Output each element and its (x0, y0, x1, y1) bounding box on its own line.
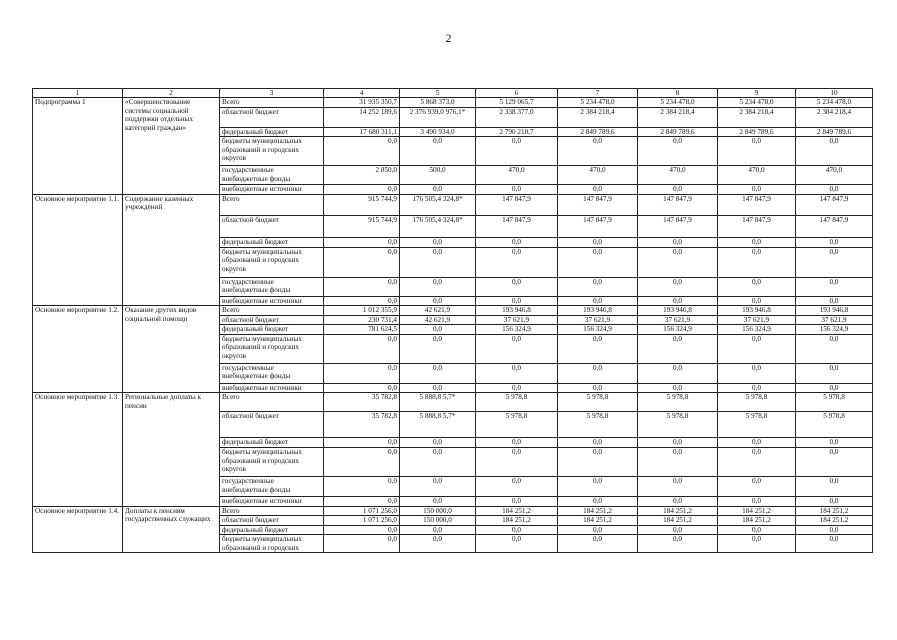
funding-source: Всего (220, 194, 324, 215)
amount-cell: 5 978,8 (476, 393, 558, 412)
amount-cell: 0,0 (476, 438, 558, 448)
amount-cell: 0,0 (796, 448, 873, 477)
amount-cell: 0,0 (718, 497, 796, 506)
amount-cell: 0,0 (558, 277, 638, 296)
funding-source: внебюджетные источники (220, 383, 324, 392)
amount-cell: 5 888,8 5,7* (400, 393, 476, 412)
amount-cell: 0,0 (718, 383, 796, 392)
amount-cell: 2 850,0 (324, 166, 400, 185)
amount-cell: 2 849 789,6 (796, 127, 873, 136)
amount-cell: 0,0 (718, 448, 796, 477)
table-row (33, 506, 873, 515)
amount-cell: 0,0 (400, 525, 476, 534)
amount-cell: 184 251,2 (796, 516, 873, 525)
amount-cell: 0,0 (638, 277, 718, 296)
program-description: Оказание других видов социальной помощи (123, 306, 220, 393)
amount-cell: 0,0 (400, 383, 476, 392)
amount-cell: 2 376 939,0 976,1* (400, 107, 476, 127)
amount-cell: 0,0 (476, 448, 558, 477)
amount-cell: 5 868 373,0 (400, 98, 476, 107)
amount-cell: 0,0 (796, 438, 873, 448)
amount-cell: 0,0 (718, 525, 796, 534)
table-row (33, 393, 873, 412)
amount-cell: 915 744,9 (324, 215, 400, 237)
amount-cell: 193 946,8 (638, 306, 718, 315)
funding-source: бюджеты муниципальных образований и городских (220, 535, 324, 553)
amount-cell: 147 847,9 (796, 215, 873, 237)
amount-cell: 184 251,2 (638, 516, 718, 525)
amount-cell: 184 251,2 (558, 516, 638, 525)
funding-source: областной бюджет (220, 215, 324, 237)
amount-cell: 0,0 (324, 535, 400, 553)
amount-cell: 0,0 (324, 477, 400, 497)
amount-cell: 184 251,2 (718, 506, 796, 515)
amount-cell: 0,0 (638, 448, 718, 477)
amount-cell: 0,0 (476, 535, 558, 553)
amount-cell: 0,0 (796, 535, 873, 553)
amount-cell: 470,0 (638, 166, 718, 185)
amount-cell: 0,0 (718, 334, 796, 363)
amount-cell: 0,0 (638, 185, 718, 194)
amount-cell: 147 847,9 (558, 194, 638, 215)
amount-cell: 150 000,0 (400, 516, 476, 525)
amount-cell: 147 847,9 (796, 194, 873, 215)
amount-cell: 0,0 (638, 247, 718, 277)
amount-cell: 5 888,8 5,7* (400, 412, 476, 438)
amount-cell: 0,0 (558, 438, 638, 448)
amount-cell: 147 847,9 (718, 194, 796, 215)
amount-cell: 0,0 (400, 237, 476, 247)
funding-source: внебюджетные источники (220, 497, 324, 506)
amount-cell: 0,0 (400, 185, 476, 194)
amount-cell: 0,0 (476, 185, 558, 194)
amount-cell: 147 847,9 (476, 215, 558, 237)
amount-cell: 184 251,2 (476, 506, 558, 515)
amount-cell: 147 847,9 (638, 194, 718, 215)
amount-cell: 0,0 (324, 277, 400, 296)
amount-cell: 470,0 (718, 166, 796, 185)
amount-cell: 470,0 (558, 166, 638, 185)
amount-cell: 5 978,8 (718, 393, 796, 412)
table-row (33, 194, 873, 215)
amount-cell: 0,0 (400, 477, 476, 497)
amount-cell: 781 624,5 (324, 325, 400, 334)
amount-cell: 500,0 (400, 166, 476, 185)
amount-cell: 0,0 (558, 535, 638, 553)
amount-cell: 0,0 (476, 334, 558, 363)
funding-source: областной бюджет (220, 107, 324, 127)
amount-cell: 156 324,9 (796, 325, 873, 334)
funding-source: бюджеты муниципальных образований и городских округов (220, 137, 324, 166)
amount-cell: 0,0 (638, 237, 718, 247)
funding-source: бюджеты муниципальных образований и городских округов (220, 334, 324, 363)
amount-cell: 5 978,8 (796, 393, 873, 412)
program-description: «Совершенствование системы социальной поддержки отдельных категорий граждан» (123, 98, 220, 194)
amount-cell: 156 324,9 (638, 325, 718, 334)
amount-cell: 0,0 (476, 296, 558, 305)
amount-cell: 0,0 (796, 237, 873, 247)
amount-cell: 0,0 (324, 237, 400, 247)
amount-cell: 0,0 (400, 277, 476, 296)
amount-cell: 0,0 (718, 277, 796, 296)
amount-cell: 5 234 478,0 (718, 98, 796, 107)
col-header: 1 (33, 89, 123, 98)
amount-cell: 37 621,9 (796, 315, 873, 324)
amount-cell: 0,0 (400, 137, 476, 166)
amount-cell: 2 849 789,6 (558, 127, 638, 136)
amount-cell: 0,0 (718, 237, 796, 247)
program-name: Основное мероприятие 1.4. (33, 506, 123, 552)
amount-cell: 0,0 (796, 477, 873, 497)
amount-cell: 0,0 (638, 334, 718, 363)
amount-cell: 0,0 (718, 137, 796, 166)
amount-cell: 0,0 (558, 497, 638, 506)
program-description: Доплаты к пенсиям государственных служащих (123, 506, 220, 552)
amount-cell: 2 384 218,4 (796, 107, 873, 127)
amount-cell: 0,0 (476, 363, 558, 383)
amount-cell: 184 251,2 (796, 506, 873, 515)
amount-cell: 0,0 (638, 477, 718, 497)
amount-cell: 5 978,8 (558, 393, 638, 412)
col-header: 5 (400, 89, 476, 98)
amount-cell: 0,0 (324, 137, 400, 166)
amount-cell: 0,0 (558, 247, 638, 277)
amount-cell: 147 847,9 (476, 194, 558, 215)
col-header: 10 (796, 89, 873, 98)
funding-source: областной бюджет (220, 412, 324, 438)
amount-cell: 0,0 (400, 334, 476, 363)
header-row (33, 89, 873, 98)
program-name: Основное мероприятие 1.3. (33, 393, 123, 506)
col-header: 7 (558, 89, 638, 98)
amount-cell: 0,0 (324, 497, 400, 506)
amount-cell: 0,0 (718, 535, 796, 553)
amount-cell: 0,0 (324, 383, 400, 392)
amount-cell: 150 000,0 (400, 506, 476, 515)
amount-cell: 0,0 (476, 383, 558, 392)
col-header: 4 (324, 89, 400, 98)
funding-source: Всего (220, 393, 324, 412)
amount-cell: 5 978,8 (718, 412, 796, 438)
amount-cell: 156 324,9 (718, 325, 796, 334)
amount-cell: 2 338 377,0 (476, 107, 558, 127)
amount-cell: 0,0 (558, 383, 638, 392)
funding-source: федеральный бюджет (220, 325, 324, 334)
amount-cell: 184 251,2 (558, 506, 638, 515)
amount-cell: 0,0 (476, 497, 558, 506)
amount-cell: 156 324,9 (558, 325, 638, 334)
amount-cell: 0,0 (400, 438, 476, 448)
amount-cell: 1 071 256,0 (324, 516, 400, 525)
amount-cell: 2 849 789,6 (638, 127, 718, 136)
amount-cell: 0,0 (796, 247, 873, 277)
amount-cell: 0,0 (476, 525, 558, 534)
amount-cell: 0,0 (476, 237, 558, 247)
amount-cell: 37 621,9 (558, 315, 638, 324)
amount-cell: 5 234 478,0 (558, 98, 638, 107)
amount-cell: 5 978,8 (638, 393, 718, 412)
amount-cell: 184 251,2 (476, 516, 558, 525)
amount-cell: 193 946,8 (796, 306, 873, 315)
page-number: 2 (445, 31, 452, 45)
amount-cell: 2 790 218,7 (476, 127, 558, 136)
amount-cell: 0,0 (796, 185, 873, 194)
amount-cell: 184 251,2 (638, 506, 718, 515)
funding-source: внебюджетные источники (220, 185, 324, 194)
funding-source: федеральный бюджет (220, 237, 324, 247)
amount-cell: 193 946,8 (718, 306, 796, 315)
amount-cell: 0,0 (324, 448, 400, 477)
funding-source: бюджеты муниципальных образований и городских округов (220, 448, 324, 477)
amount-cell: 470,0 (796, 166, 873, 185)
amount-cell: 0,0 (638, 438, 718, 448)
amount-cell: 176 505,4 324,8* (400, 215, 476, 237)
amount-cell: 156 324,9 (476, 325, 558, 334)
amount-cell: 0,0 (476, 247, 558, 277)
amount-cell: 184 251,2 (718, 516, 796, 525)
col-header: 8 (638, 89, 718, 98)
col-header: 2 (123, 89, 220, 98)
amount-cell: 0,0 (400, 247, 476, 277)
table-row (33, 306, 873, 315)
amount-cell: 0,0 (558, 525, 638, 534)
amount-cell: 0,0 (400, 535, 476, 553)
funding-source: государственные внебюджетные фонды (220, 477, 324, 497)
amount-cell: 0,0 (796, 363, 873, 383)
amount-cell: 0,0 (558, 237, 638, 247)
amount-cell: 0,0 (324, 363, 400, 383)
amount-cell: 0,0 (796, 497, 873, 506)
amount-cell: 176 505,4 324,8* (400, 194, 476, 215)
amount-cell: 0,0 (796, 277, 873, 296)
funding-source: Всего (220, 98, 324, 107)
amount-cell: 37 621,9 (718, 315, 796, 324)
amount-cell: 0,0 (324, 296, 400, 305)
amount-cell: 0,0 (558, 334, 638, 363)
amount-cell: 0,0 (324, 334, 400, 363)
table-row (33, 98, 873, 107)
amount-cell: 0,0 (638, 296, 718, 305)
amount-cell: 0,0 (400, 448, 476, 477)
amount-cell: 0,0 (558, 448, 638, 477)
funding-source: государственные внебюджетные фонды (220, 363, 324, 383)
amount-cell: 5 234 478,0 (796, 98, 873, 107)
amount-cell: 0,0 (476, 477, 558, 497)
amount-cell: 0,0 (476, 137, 558, 166)
amount-cell: 0,0 (558, 363, 638, 383)
funding-source: бюджеты муниципальных образований и городских округов (220, 247, 324, 277)
amount-cell: 0,0 (400, 363, 476, 383)
amount-cell: 230 731,4 (324, 315, 400, 324)
col-header: 3 (220, 89, 324, 98)
funding-source: внебюджетные источники (220, 296, 324, 305)
amount-cell: 17 680 311,1 (324, 127, 400, 136)
amount-cell: 0,0 (718, 363, 796, 383)
amount-cell: 0,0 (718, 438, 796, 448)
funding-source: областной бюджет (220, 516, 324, 525)
funding-source: федеральный бюджет (220, 438, 324, 448)
amount-cell: 0,0 (638, 137, 718, 166)
amount-cell: 0,0 (718, 247, 796, 277)
amount-cell: 0,0 (476, 277, 558, 296)
amount-cell: 2 849 789,6 (718, 127, 796, 136)
funding-source: федеральный бюджет (220, 127, 324, 136)
program-name: Основное мероприятие 1.2. (33, 306, 123, 393)
amount-cell: 0,0 (400, 497, 476, 506)
amount-cell: 5 978,8 (558, 412, 638, 438)
col-header: 9 (718, 89, 796, 98)
amount-cell: 0,0 (796, 334, 873, 363)
program-name: Основное мероприятие 1.1. (33, 194, 123, 305)
amount-cell: 0,0 (718, 296, 796, 305)
amount-cell: 0,0 (796, 383, 873, 392)
amount-cell: 0,0 (638, 497, 718, 506)
funding-source: Всего (220, 506, 324, 515)
amount-cell: 3 490 934,0 (400, 127, 476, 136)
amount-cell: 147 847,9 (718, 215, 796, 237)
amount-cell: 193 946,8 (476, 306, 558, 315)
amount-cell: 0,0 (796, 525, 873, 534)
amount-cell: 0,0 (324, 185, 400, 194)
program-description: Региональные доплаты к пенсии (123, 393, 220, 506)
amount-cell: 42 621,9 (400, 315, 476, 324)
amount-cell: 37 621,9 (638, 315, 718, 324)
amount-cell: 0,0 (638, 363, 718, 383)
amount-cell: 35 782,8 (324, 393, 400, 412)
amount-cell: 14 252 189,6 (324, 107, 400, 127)
amount-cell: 0,0 (558, 296, 638, 305)
amount-cell: 0,0 (400, 325, 476, 334)
program-description: Содержание казенных учреждений (123, 194, 220, 305)
amount-cell: 470,0 (476, 166, 558, 185)
funding-source: федеральный бюджет (220, 525, 324, 534)
amount-cell: 5 234 478,0 (638, 98, 718, 107)
amount-cell: 147 847,9 (558, 215, 638, 237)
amount-cell: 5 129 065,7 (476, 98, 558, 107)
funding-source: областной бюджет (220, 315, 324, 324)
amount-cell: 2 384 218,4 (718, 107, 796, 127)
amount-cell: 0,0 (796, 137, 873, 166)
amount-cell: 0,0 (324, 525, 400, 534)
amount-cell: 193 946,8 (558, 306, 638, 315)
amount-cell: 0,0 (718, 185, 796, 194)
amount-cell: 42 621,9 (400, 306, 476, 315)
amount-cell: 31 935 350,7 (324, 98, 400, 107)
budget-table (32, 88, 873, 553)
amount-cell: 0,0 (558, 477, 638, 497)
amount-cell: 0,0 (718, 477, 796, 497)
amount-cell: 1 012 355,9 (324, 306, 400, 315)
funding-source: государственные внебюджетные фонды (220, 166, 324, 185)
amount-cell: 915 744,9 (324, 194, 400, 215)
amount-cell: 0,0 (324, 247, 400, 277)
amount-cell: 0,0 (796, 296, 873, 305)
table-body (33, 98, 873, 553)
amount-cell: 0,0 (638, 525, 718, 534)
amount-cell: 35 782,8 (324, 412, 400, 438)
amount-cell: 0,0 (558, 137, 638, 166)
funding-source: государственные внебюджетные фонды (220, 277, 324, 296)
amount-cell: 0,0 (400, 296, 476, 305)
col-header: 6 (476, 89, 558, 98)
amount-cell: 5 978,8 (638, 412, 718, 438)
program-name: Подпрограмма 1 (33, 98, 123, 194)
amount-cell: 0,0 (638, 535, 718, 553)
amount-cell: 5 978,8 (796, 412, 873, 438)
amount-cell: 147 847,9 (638, 215, 718, 237)
amount-cell: 0,0 (558, 185, 638, 194)
amount-cell: 0,0 (324, 438, 400, 448)
amount-cell: 0,0 (638, 383, 718, 392)
amount-cell: 5 978,8 (476, 412, 558, 438)
funding-source: Всего (220, 306, 324, 315)
amount-cell: 2 384 218,4 (558, 107, 638, 127)
amount-cell: 37 621,9 (476, 315, 558, 324)
amount-cell: 1 071 256,0 (324, 506, 400, 515)
amount-cell: 2 384 218,4 (638, 107, 718, 127)
